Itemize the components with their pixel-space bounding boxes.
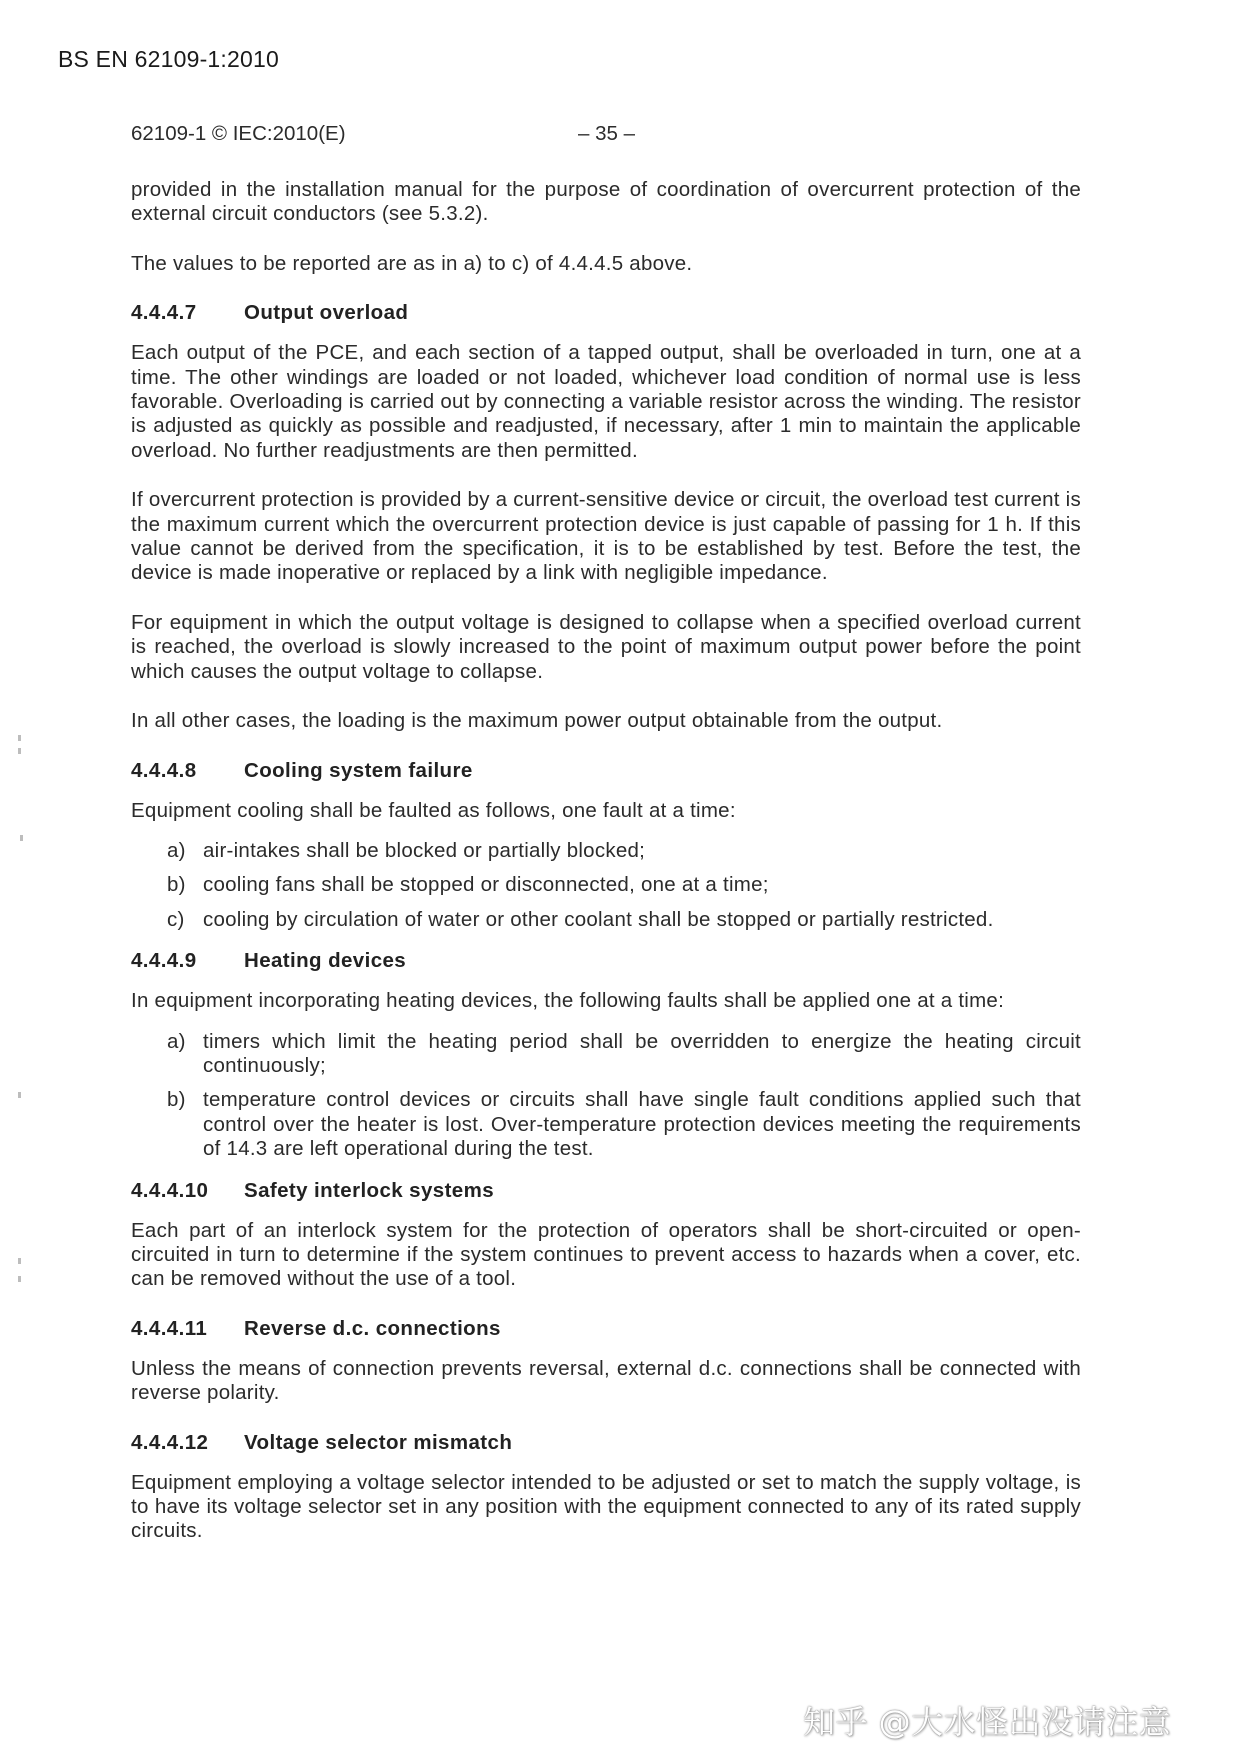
paragraph: Equipment cooling shall be faulted as follows, one fault at a time: [131,798,736,822]
list-text: cooling fans shall be stopped or disconnected, one at a time; [203,873,769,897]
standard-reference: 62109-1 © IEC:2010(E) [131,122,346,145]
section-title: Output overload [244,301,409,325]
paragraph: Each output of the PCE, and each section of a tapped output, shall be overloaded in turn, one at a time. The other windings are loaded or not loaded, whichever load condition of normal use is less favorable. Overloading is carried out by connecting a variable resistor across the winding. The resistor is adjusted as quickly as possible and readjusted, if necessary, after 1 min to maintain the applicable overload. No further readjustments are then permitted. [131,341,1081,462]
document-id: BS EN 62109-1:2010 [58,46,279,72]
section-number: 4.4.4.9 [131,949,197,973]
scan-mark [18,748,21,754]
section-heading-4-4-4-12 [131,1431,1081,1455]
paragraph: The values to be reported are as in a) to c) of 4.4.4.5 above. [131,251,693,275]
section-heading-4-4-4-9 [131,949,1081,973]
document-body [131,178,1081,1544]
scan-mark [18,1258,21,1264]
section-title: Reverse d.c. connections [244,1316,501,1340]
list-label: b) [167,1088,186,1112]
paragraph: In all other cases, the loading is the maximum power output obtainable from the output. [131,709,943,733]
list-text: air-intakes shall be blocked or partially blocked; [203,838,646,862]
watermark: 知乎 @大水怪出没请注意 [803,1703,1172,1741]
scan-mark [18,1092,21,1098]
paragraph: In equipment incorporating heating devices, the following faults shall be applied one at a time: [131,989,1005,1013]
page-number: – 35 – [578,122,635,145]
scan-mark [18,735,21,741]
section-heading-4-4-4-11 [131,1317,1081,1341]
list-item [131,908,1081,932]
list-item [131,1088,1081,1161]
list-text: timers which limit the heating period shall be overridden to energize the heating circuit continuously; [203,1029,1081,1077]
section-title: Heating devices [244,949,407,973]
paragraph: For equipment in which the output voltage is designed to collapse when a specified overload current is reached, the overload is slowly increased to the point of maximum output power before the point which causes the output voltage to collapse. [131,610,1081,683]
fault-list [131,1030,1081,1162]
list-label: a) [167,1029,186,1053]
section-heading-4-4-4-8 [131,759,1081,783]
list-label: b) [167,873,186,897]
fault-list [131,839,1081,932]
list-item [131,873,1081,897]
list-label: a) [167,838,186,862]
section-number: 4.4.4.8 [131,758,197,782]
list-item [131,1030,1081,1079]
section-title: Cooling system failure [244,758,473,782]
paragraph: Equipment employing a voltage selector intended to be adjusted or set to match the supply voltage, is to have its voltage selector set in any position with the equipment connected to any of its rated supply circuits. [131,1470,1081,1543]
section-heading-4-4-4-10 [131,1179,1081,1203]
section-number: 4.4.4.10 [131,1178,209,1202]
continued-paragraph: provided in the installation manual for the purpose of coordination of overcurrent protection of the external circuit conductors (see 5.3.2). [131,178,1081,226]
list-item [131,839,1081,863]
paragraph: If overcurrent protection is provided by a current-sensitive device or circuit, the overload test current is the maximum current which the overcurrent protection device is just capable of passing for 1 h. If this value cannot be derived from the specification, it is to be established by test. Before the test, the device is made inoperative or replaced by a link with negligible impedance. [131,488,1081,585]
list-label: c) [167,907,185,931]
paragraph: Unless the means of connection prevents reversal, external d.c. connections shall be connected with reverse polarity. [131,1356,1081,1405]
list-text: cooling by circulation of water or other coolant shall be stopped or partially restricted. [203,907,994,931]
paragraph: Each part of an interlock system for the protection of operators shall be short-circuited or open-circuited in turn to determine if the system continues to prevent access to hazards when a cover, etc. can be removed without the use of a tool. [131,1218,1081,1291]
list-text: temperature control devices or circuits shall have single fault conditions applied such that control over the heater is lost. Over-temperature protection devices meeting the requirements of 14.3 are left operational during the test. [203,1088,1081,1161]
section-number: 4.4.4.7 [131,301,197,325]
scan-mark [18,1276,21,1282]
section-title: Voltage selector mismatch [244,1430,513,1454]
section-heading-4-4-4-7 [131,301,1081,325]
section-title: Safety interlock systems [244,1178,495,1202]
section-number: 4.4.4.12 [131,1430,209,1454]
section-number: 4.4.4.11 [131,1316,208,1340]
scan-mark [20,835,23,841]
